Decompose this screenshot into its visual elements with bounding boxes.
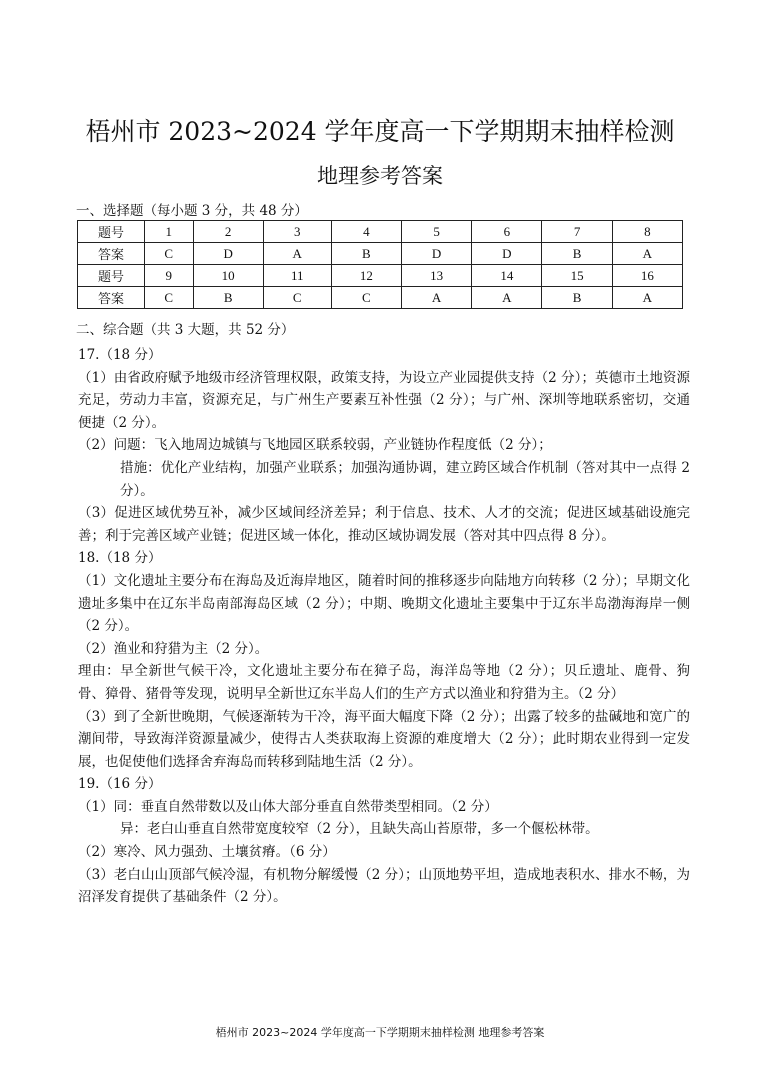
table-cell: A [612,243,682,265]
table-cell: 13 [401,265,471,287]
table-cell: C [263,287,331,309]
row-label: 答案 [78,287,145,309]
table-cell: 1 [145,221,194,243]
table-cell: C [145,287,194,309]
table-cell: D [193,243,263,265]
table-cell: 15 [542,265,612,287]
table-cell: 8 [612,221,682,243]
table-cell: 9 [145,265,194,287]
section1-heading: 一、选择题（每小题 3 分，共 48 分） [76,203,308,219]
row-label: 答案 [78,243,145,265]
page-title: 梧州市 2023~2024 学年度高一下学期期末抽样检测 [85,117,675,146]
table-cell: 11 [263,265,331,287]
table-cell: 7 [542,221,612,243]
table-cell: D [472,243,542,265]
q17-part1: （1）由省政府赋予地级市经济管理权限，政策支持，为设立产业园提供支持（2 分）；英德市土地资源充足，劳动力丰富，资源充足，与广州生产要素互补性强（2 分）；与广州、深圳等地联系密切，交通便捷（2 分）。 [78,369,690,431]
table-cell: A [472,287,542,309]
table-cell: C [145,243,194,265]
row-label: 题号 [78,265,145,287]
table-cell: B [542,287,612,309]
table-cell: 5 [401,221,471,243]
table-row [78,221,683,243]
table-cell: B [542,243,612,265]
page-subtitle: 地理参考答案 [317,164,443,188]
answer-body [78,344,690,909]
table-row [78,265,683,287]
q19-part3: （3）老白山山顶部气候冷湿，有机物分解缓慢（2 分）；山顶地势平坦，造成地表积水、排水不畅，为沼泽发育提供了基础条件（2 分）。 [78,866,690,906]
answer-table [77,220,683,309]
table-row [78,243,683,265]
q18-part2: （2）渔业和狩猎为主（2 分）。 [78,640,269,657]
q17-heading: 17.（18 分） [78,347,162,363]
table-cell: B [331,243,401,265]
table-cell: 6 [472,221,542,243]
q19-heading: 19.（16 分） [78,776,162,793]
table-cell: 16 [612,265,682,287]
page-footer: 梧州市 2023~2024 学年度高一下学期期末抽样检测 地理参考答案 [215,1026,545,1039]
table-cell: 10 [193,265,263,287]
table-cell: C [331,287,401,309]
q18-part1: （1）文化遗址主要分布在海岛及近海岸地区，随着时间的推移逐步向陆地方向转移（2 分）；早期文化遗址多集中在辽东半岛南部海岛区域（2 分）；中期、晚期文化遗址主要集中于辽东半岛渤海海岸一侧（2 分）。 [78,572,690,635]
table-cell: B [193,287,263,309]
table-cell: 2 [193,221,263,243]
q18-part3: （3）到了全新世晚期，气候逐渐转为干冷，海平面大幅度下降（2 分）；出露了较多的盐碱地和宽广的潮间带，导致海洋资源量减少，使得古人类获取海上资源的难度增大（2 分）；此时期农业得到一定发展，也促使他们选择舍弃海岛而转移到陆地生活（2 分）。 [78,708,690,770]
q18-part2-reason: 理由：早全新世气候干冷，文化遗址主要分布在獐子岛，海洋岛等地（2 分）；贝丘遗址、鹿骨、狗骨、獐骨、猪骨等发现，说明早全新世辽东半岛人们的生产方式以渔业和狩猎为主。（2 分） [78,663,690,702]
table-cell: D [401,243,471,265]
q19-part2: （2）寒冷、风力强劲、土壤贫瘠。（6 分） [78,844,336,861]
q19-part1-diff: 异：老白山垂直自然带宽度较窄（2 分），且缺失高山苔原带，多一个偃松林带。 [120,821,599,838]
table-cell: 4 [331,221,401,243]
q17-part2-measures: 措施：优化产业结构，加强产业联系；加强沟通协调，建立跨区域合作机制（答对其中一点得 2 分）。 [120,459,690,499]
q17-part3: （3）促进区域优势互补，减少区域间经济差异；利于信息、技术、人才的交流；促进区域基础设施完善；利于完善区域产业链；促进区域一体化，推动区域协调发展（答对其中四点得 8 分）。 [78,505,690,544]
table-cell: A [401,287,471,309]
table-row [78,287,683,309]
table-cell: A [263,243,331,265]
q19-part1-same: （1）同：垂直自然带数以及山体大部分垂直自然带类型相同。（2 分） [78,798,498,815]
table-cell: A [612,287,682,309]
section2-heading: 二、综合题（共 3 大题，共 52 分） [76,322,295,338]
q18-heading: 18.（18 分） [78,550,162,567]
q17-part2-problem: （2）问题：飞入地周边城镇与飞地园区联系较弱，产业链协作程度低（2 分）； [78,437,552,454]
row-label: 题号 [78,221,145,243]
table-cell: 3 [263,221,331,243]
table-cell: 12 [331,265,401,287]
table-cell: 14 [472,265,542,287]
